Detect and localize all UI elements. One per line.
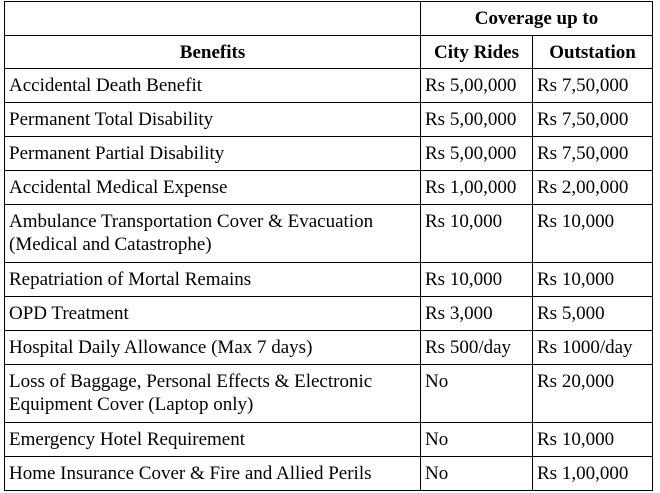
benefit-cell: Permanent Total Disability: [5, 103, 421, 137]
table-row: [5, 457, 653, 491]
table-row: [5, 365, 653, 423]
outstation-cell: Rs 1000/day: [533, 331, 653, 365]
city-rides-cell: Rs 5,00,000: [421, 137, 533, 171]
header-row-group: [5, 2, 653, 36]
city-rides-cell: No: [421, 423, 533, 457]
benefit-cell: Emergency Hotel Requirement: [5, 423, 421, 457]
header-row-columns: [5, 36, 653, 69]
benefit-cell: OPD Treatment: [5, 297, 421, 331]
outstation-cell: Rs 7,50,000: [533, 137, 653, 171]
outstation-cell: Rs 5,000: [533, 297, 653, 331]
city-rides-cell: Rs 500/day: [421, 331, 533, 365]
city-rides-column-header: City Rides: [421, 36, 533, 69]
table-row: [5, 331, 653, 365]
outstation-cell: Rs 20,000: [533, 365, 653, 423]
city-rides-cell: Rs 1,00,000: [421, 171, 533, 205]
benefit-cell: Permanent Partial Disability: [5, 137, 421, 171]
benefit-cell: Accidental Medical Expense: [5, 171, 421, 205]
outstation-column-header: Outstation: [533, 36, 653, 69]
city-rides-cell: Rs 3,000: [421, 297, 533, 331]
outstation-cell: Rs 7,50,000: [533, 69, 653, 103]
table-row: [5, 423, 653, 457]
city-rides-cell: Rs 10,000: [421, 205, 533, 263]
outstation-cell: Rs 7,50,000: [533, 103, 653, 137]
coverage-group-header: Coverage up to: [421, 2, 653, 36]
benefits-column-header: Benefits: [5, 36, 421, 69]
benefit-cell: Hospital Daily Allowance (Max 7 days): [5, 331, 421, 365]
table-row: [5, 103, 653, 137]
city-rides-cell: No: [421, 365, 533, 423]
table-row: [5, 205, 653, 263]
header-blank-cell: [5, 2, 421, 36]
benefit-cell: Ambulance Transportation Cover & Evacuation (Medical and Catastrophe): [5, 205, 421, 263]
city-rides-cell: No: [421, 457, 533, 491]
benefit-cell: Repatriation of Mortal Remains: [5, 263, 421, 297]
benefit-cell: Home Insurance Cover & Fire and Allied Perils: [5, 457, 421, 491]
outstation-cell: Rs 2,00,000: [533, 171, 653, 205]
table-row: [5, 137, 653, 171]
outstation-cell: Rs 1,00,000: [533, 457, 653, 491]
outstation-cell: Rs 10,000: [533, 423, 653, 457]
table-row: [5, 171, 653, 205]
city-rides-cell: Rs 5,00,000: [421, 69, 533, 103]
table-row: [5, 69, 653, 103]
table-row: [5, 297, 653, 331]
benefits-coverage-table: [4, 1, 653, 491]
outstation-cell: Rs 10,000: [533, 205, 653, 263]
benefit-cell: Loss of Baggage, Personal Effects & Electronic Equipment Cover (Laptop only): [5, 365, 421, 423]
outstation-cell: Rs 10,000: [533, 263, 653, 297]
benefit-cell: Accidental Death Benefit: [5, 69, 421, 103]
city-rides-cell: Rs 5,00,000: [421, 103, 533, 137]
table-row: [5, 263, 653, 297]
city-rides-cell: Rs 10,000: [421, 263, 533, 297]
